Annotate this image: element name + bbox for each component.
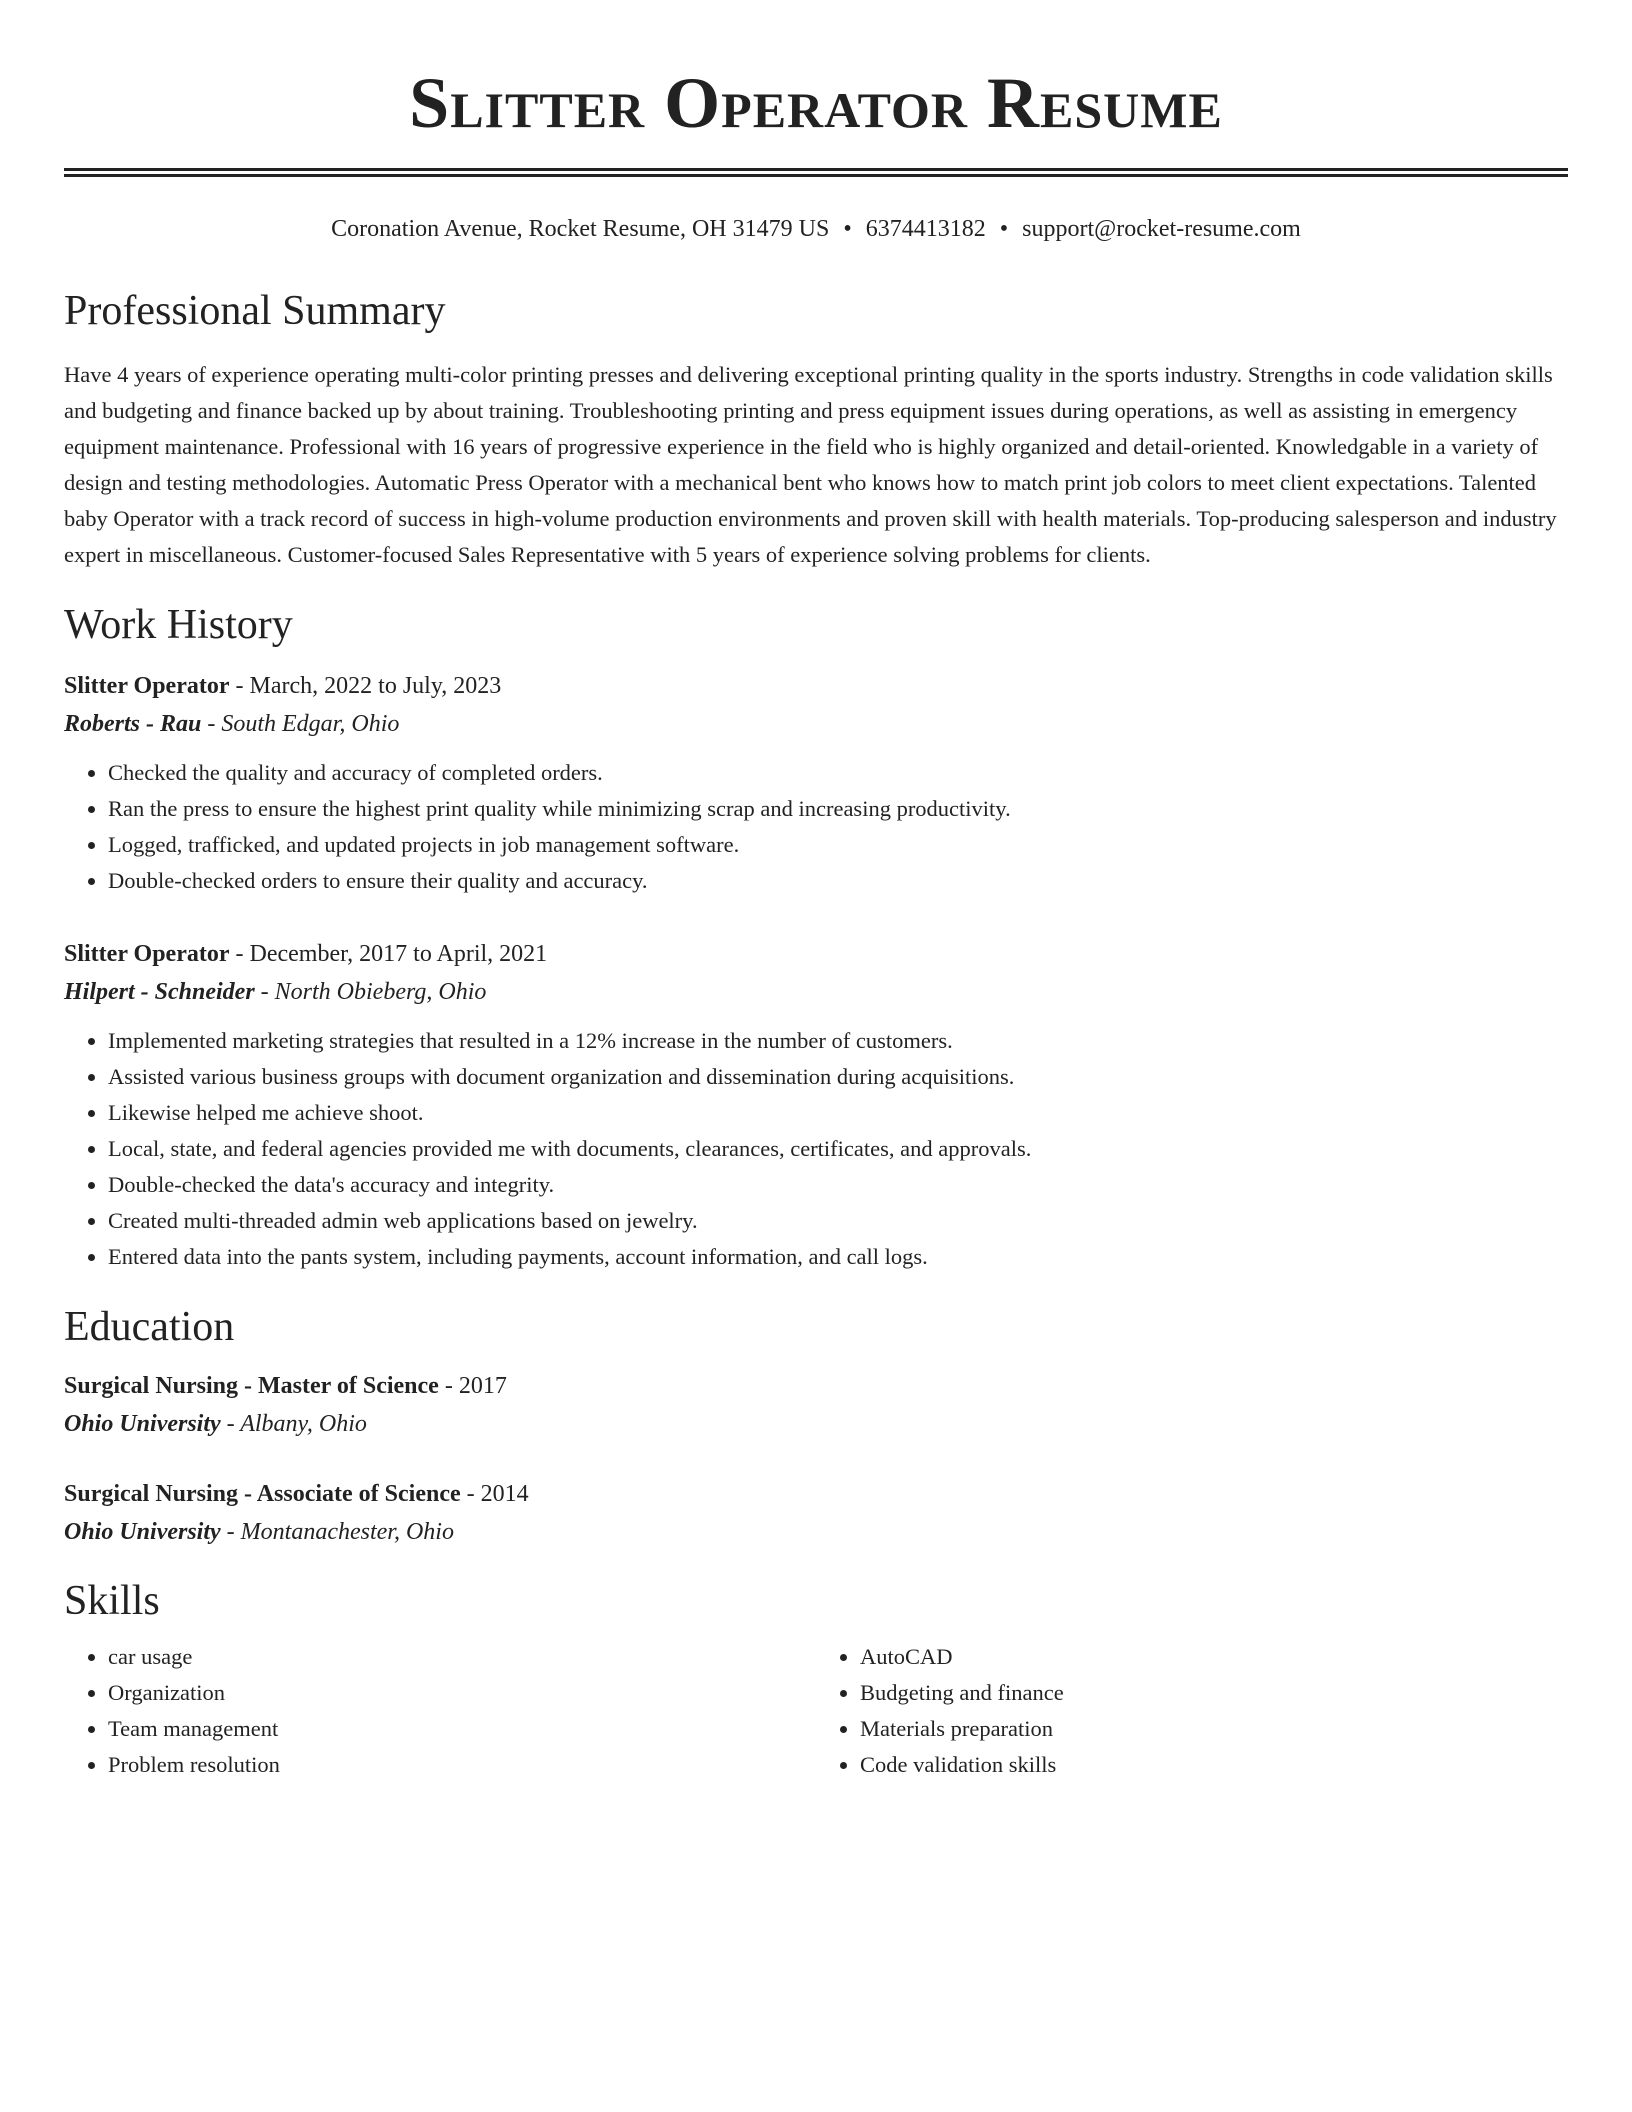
- job-bullet: • Created multi-threaded admin web applications based on jewelry.: [108, 1203, 1568, 1239]
- work-history-heading: Work History: [64, 602, 293, 648]
- education-entry: [64, 1475, 1568, 1551]
- skill-item: • Budgeting and finance: [860, 1675, 1568, 1711]
- job-bullet-list: [64, 1023, 1568, 1275]
- job-bullet: • Likewise helped me achieve shoot.: [108, 1095, 1568, 1131]
- skills-grid: [64, 1639, 1568, 1783]
- job-company-line: [64, 705, 1568, 743]
- job-bullet: • Logged, trafficked, and updated projects in job management software.: [108, 827, 1568, 863]
- skill-item: • Team management: [108, 1711, 816, 1747]
- education-location: - Montanachester, Ohio: [220, 1519, 454, 1545]
- title-double-rule: [64, 168, 1568, 177]
- job-dates: - March, 2022 to July, 2023: [229, 673, 502, 699]
- job-title: Slitter Operator: [64, 941, 230, 967]
- job-bullet: • Ran the press to ensure the highest print quality while minimizing scrap and increasing productivity.: [108, 791, 1568, 827]
- job-dates: - December, 2017 to April, 2021: [229, 941, 548, 967]
- contact-address: Coronation Avenue, Rocket Resume, OH 31479 US: [331, 216, 830, 242]
- contact-separator: •: [843, 216, 852, 242]
- job-company: Hilpert - Schneider: [64, 979, 255, 1005]
- contact-email: support@rocket-resume.com: [1022, 216, 1301, 242]
- job-company: Roberts - Rau: [64, 711, 202, 737]
- skill-item: • Code validation skills: [860, 1747, 1568, 1783]
- skill-item: • Organization: [108, 1675, 816, 1711]
- job-bullet: • Entered data into the pants system, including payments, account information, and call logs.: [108, 1239, 1568, 1275]
- resume-title: Slitter Operator Resume: [409, 63, 1223, 143]
- job-title: Slitter Operator: [64, 673, 230, 699]
- summary-heading: Professional Summary: [64, 288, 446, 334]
- education-degree-line: [64, 1475, 1568, 1513]
- job-bullet: • Checked the quality and accuracy of completed orders.: [108, 755, 1568, 791]
- job-bullet: • Local, state, and federal agencies provided me with documents, clearances, certificates, and approvals.: [108, 1131, 1568, 1167]
- education-school: Ohio University: [64, 1519, 221, 1545]
- contact-line: [64, 213, 1568, 245]
- skill-item: • AutoCAD: [860, 1639, 1568, 1675]
- skill-item: • Problem resolution: [108, 1747, 816, 1783]
- education-year: - 2017: [438, 1373, 507, 1399]
- job-entry: [64, 935, 1568, 1275]
- education-school-line: [64, 1405, 1568, 1443]
- job-title-line: [64, 667, 1568, 705]
- education-school: Ohio University: [64, 1411, 221, 1437]
- skills-list-left: [64, 1639, 816, 1783]
- education-degree: Surgical Nursing - Associate of Science: [64, 1481, 461, 1507]
- job-bullet: • Double-checked orders to ensure their quality and accuracy.: [108, 863, 1568, 899]
- skills-heading: Skills: [64, 1578, 160, 1624]
- job-bullet: • Double-checked the data's accuracy and integrity.: [108, 1167, 1568, 1203]
- job-bullet: • Implemented marketing strategies that resulted in a 12% increase in the number of customers.: [108, 1023, 1568, 1059]
- education-degree: Surgical Nursing - Master of Science: [64, 1373, 439, 1399]
- skill-item: • car usage: [108, 1639, 816, 1675]
- summary-text: Have 4 years of experience operating multi-color printing presses and delivering exceptional printing quality in the sports industry. Strengths in code validation skills and budgeting and finance backed up by about training. Troubleshooting printing and press equipment issues during operations, as well as assisting in emergency equipment maintenance. Professional with 16 years of progressive experience in the field who is highly organized and detail-oriented. Knowledgable in a variety of design and testing methodologies. Automatic Press Operator with a mechanical bent who knows how to match print job colors to meet client expectations. Talented baby Operator with a track record of success in high-volume production environments and proven skill with health materials. Top-producing salesperson and industry expert in miscellaneous. Customer-focused Sales Representative with 5 years of experience solving problems for clients.: [64, 362, 1557, 567]
- education-entry: [64, 1367, 1568, 1443]
- job-location: - South Edgar, Ohio: [201, 711, 400, 737]
- job-company-line: [64, 973, 1568, 1011]
- contact-separator: •: [999, 216, 1009, 242]
- education-school-line: [64, 1513, 1568, 1551]
- job-entry: [64, 667, 1568, 899]
- job-bullet: • Assisted various business groups with document organization and dissemination during acquisitions.: [108, 1059, 1568, 1095]
- job-bullet-list: [64, 755, 1568, 899]
- education-degree-line: [64, 1367, 1568, 1405]
- education-location: - Albany, Ohio: [220, 1411, 367, 1437]
- job-location: - North Obieberg, Ohio: [254, 979, 487, 1005]
- education-year: - 2014: [460, 1481, 529, 1507]
- contact-phone: 6374413182: [865, 216, 986, 242]
- job-title-line: [64, 935, 1568, 973]
- skills-list-right: [816, 1639, 1568, 1783]
- skill-item: • Materials preparation: [860, 1711, 1568, 1747]
- education-heading: Education: [64, 1304, 235, 1350]
